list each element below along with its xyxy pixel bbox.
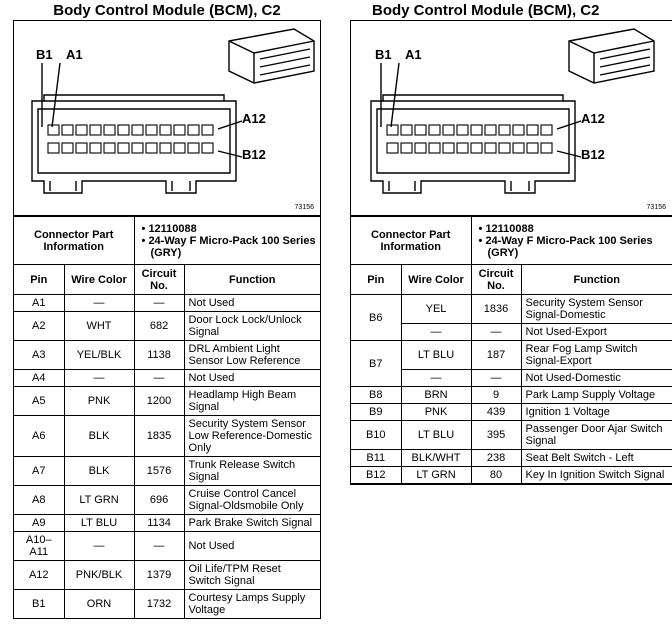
function-cell: Park Brake Switch Signal <box>184 515 320 532</box>
function-cell: Key In Ignition Switch Signal <box>521 467 672 484</box>
table-row <box>351 450 672 467</box>
connector-info-row <box>14 217 320 265</box>
pin-cell: A1 <box>14 295 64 312</box>
connector-box <box>13 20 321 619</box>
function-cell: Door Lock Lock/Unlock Signal <box>184 312 320 341</box>
col-pin-right: Pin <box>351 265 401 295</box>
pin-cell: A2 <box>14 312 64 341</box>
pin-cell: A10–A11 <box>14 532 64 561</box>
pin-cell: A12 <box>14 561 64 590</box>
circuit-cell: 395 <box>471 421 521 450</box>
col-pin: Pin <box>14 265 64 295</box>
circuit-cell: 80 <box>471 467 521 484</box>
col-wire-color: Wire Color <box>64 265 134 295</box>
table-row <box>351 421 672 450</box>
pin-cell: B6 <box>351 295 401 341</box>
function-cell: Security System Sensor Low Reference-Domestic Only <box>184 416 320 457</box>
connector-info-label-right: Connector Part Information <box>351 217 471 265</box>
function-cell: Ignition 1 Voltage <box>521 404 672 421</box>
wire-color-cell: LT BLU <box>401 421 471 450</box>
figure-number-right: 73156 <box>646 204 666 211</box>
circuit-cell: 1134 <box>134 515 184 532</box>
function-cell: Passenger Door Ajar Switch Signal <box>521 421 672 450</box>
wire-color-cell: LT GRN <box>401 467 471 484</box>
circuit-cell: 1200 <box>134 387 184 416</box>
function-cell: Park Lamp Supply Voltage <box>521 387 672 404</box>
wire-color-cell: BLK/WHT <box>401 450 471 467</box>
function-cell: Cruise Control Cancel Signal-Oldsmobile Only <box>184 486 320 515</box>
col-circuit-no-right: Circuit No. <box>471 265 521 295</box>
circuit-cell: 1379 <box>134 561 184 590</box>
function-cell: Headlamp High Beam Signal <box>184 387 320 416</box>
function-cell: Seat Belt Switch - Left <box>521 450 672 467</box>
pin-cell: A3 <box>14 341 64 370</box>
wire-color-cell: — <box>401 370 471 387</box>
circuit-cell: — <box>134 532 184 561</box>
circuit-cell: — <box>134 370 184 387</box>
wire-color-cell: PNK <box>401 404 471 421</box>
wire-color-cell: — <box>64 370 134 387</box>
function-cell: Oil Life/TPM Reset Switch Signal <box>184 561 320 590</box>
wire-color-cell: WHT <box>64 312 134 341</box>
circuit-cell: 1138 <box>134 341 184 370</box>
label-a12: A12 <box>242 111 266 126</box>
function-cell: DRL Ambient Light Sensor Low Reference <box>184 341 320 370</box>
header-row <box>14 265 320 295</box>
col-function-right: Function <box>521 265 672 295</box>
connector-info-list-right <box>471 217 672 265</box>
function-cell: Not Used <box>184 295 320 312</box>
table-row <box>14 590 320 619</box>
connector-part-number: • 12110088 <box>139 223 316 235</box>
circuit-cell: 1836 <box>471 295 521 324</box>
pin-cell: B8 <box>351 387 401 404</box>
table-row <box>14 532 320 561</box>
connector-diagram <box>14 21 320 216</box>
col-wire-color-right: Wire Color <box>401 265 471 295</box>
table-row <box>351 341 672 370</box>
pin-cell: B11 <box>351 450 401 467</box>
page-title: Body Control Module (BCM), C2 <box>53 2 281 19</box>
right-panel <box>350 0 672 522</box>
function-cell: Trunk Release Switch Signal <box>184 457 320 486</box>
wire-color-cell: YEL/BLK <box>64 341 134 370</box>
circuit-cell: — <box>134 295 184 312</box>
pin-cell: B10 <box>351 421 401 450</box>
circuit-cell: 187 <box>471 341 521 370</box>
table-row <box>14 561 320 590</box>
left-panel <box>13 0 321 630</box>
label-a12-right: A12 <box>581 111 605 126</box>
circuit-cell: 1732 <box>134 590 184 619</box>
table-row <box>14 416 320 457</box>
pin-cell: A6 <box>14 416 64 457</box>
table-row <box>351 404 672 421</box>
function-cell: Not Used <box>184 370 320 387</box>
function-cell: Not Used-Export <box>521 324 672 341</box>
table-row <box>351 387 672 404</box>
wire-color-cell: YEL <box>401 295 471 324</box>
table-row <box>14 457 320 486</box>
connector-part-number-right: • 12110088 <box>476 223 668 235</box>
pin-cell: A7 <box>14 457 64 486</box>
wire-color-cell: BRN <box>401 387 471 404</box>
circuit-cell: 238 <box>471 450 521 467</box>
table-row <box>14 370 320 387</box>
circuit-cell: — <box>471 324 521 341</box>
pin-cell: A9 <box>14 515 64 532</box>
label-a1-right: A1 <box>405 47 422 62</box>
pin-cell: A4 <box>14 370 64 387</box>
wire-color-cell: — <box>64 532 134 561</box>
connector-type-right: • 24-Way F Micro-Pack 100 Series (GRY) <box>476 235 668 259</box>
pin-cell: B1 <box>14 590 64 619</box>
circuit-cell: 439 <box>471 404 521 421</box>
wire-color-cell: — <box>401 324 471 341</box>
label-a1: A1 <box>66 47 83 62</box>
wire-color-cell: BLK <box>64 457 134 486</box>
function-cell: Security System Sensor Signal-Domestic <box>521 295 672 324</box>
left-rows <box>14 295 320 619</box>
table-row <box>14 312 320 341</box>
figure-number: 73156 <box>294 204 314 211</box>
wire-color-cell: — <box>64 295 134 312</box>
pin-cell: B7 <box>351 341 401 387</box>
circuit-cell: 1576 <box>134 457 184 486</box>
connector-box-right <box>350 20 672 485</box>
connector-info-row-right <box>351 217 672 265</box>
circuit-cell: — <box>471 370 521 387</box>
table-row <box>14 341 320 370</box>
circuit-cell: 1835 <box>134 416 184 457</box>
wire-color-cell: PNK/BLK <box>64 561 134 590</box>
page-title-right: Body Control Module (BCM), C2 <box>372 2 600 19</box>
pin-cell: B9 <box>351 404 401 421</box>
table-row <box>14 387 320 416</box>
function-cell: Not Used <box>184 532 320 561</box>
circuit-cell: 682 <box>134 312 184 341</box>
wire-color-cell: LT GRN <box>64 486 134 515</box>
pin-cell: A5 <box>14 387 64 416</box>
connector-diagram-right <box>351 21 672 216</box>
table-row <box>351 467 672 484</box>
table-row <box>14 295 320 312</box>
connector-face-drawing <box>14 21 320 216</box>
connector-face-drawing-right <box>351 21 671 216</box>
pin-cell: B12 <box>351 467 401 484</box>
connector-type: • 24-Way F Micro-Pack 100 Series (GRY) <box>139 235 316 259</box>
col-function: Function <box>184 265 320 295</box>
pinout-table-right <box>351 216 672 484</box>
col-circuit-no: Circuit No. <box>134 265 184 295</box>
pin-cell: A8 <box>14 486 64 515</box>
function-cell: Rear Fog Lamp Switch Signal-Export <box>521 341 672 370</box>
pinout-table-left <box>14 216 320 619</box>
header-row-right <box>351 265 672 295</box>
wire-color-cell: LT BLU <box>64 515 134 532</box>
label-b1-right: B1 <box>375 47 392 62</box>
connector-info-label: Connector Part Information <box>14 217 134 265</box>
wire-color-cell: BLK <box>64 416 134 457</box>
label-b12-right: B12 <box>581 147 605 162</box>
table-row <box>14 486 320 515</box>
circuit-cell: 9 <box>471 387 521 404</box>
function-cell: Courtesy Lamps Supply Voltage <box>184 590 320 619</box>
function-cell: Not Used-Domestic <box>521 370 672 387</box>
table-row <box>14 515 320 532</box>
wire-color-cell: ORN <box>64 590 134 619</box>
label-b1: B1 <box>36 47 53 62</box>
wire-color-cell: LT BLU <box>401 341 471 370</box>
label-b12: B12 <box>242 147 266 162</box>
connector-info-list <box>134 217 320 265</box>
right-rows <box>351 295 672 484</box>
wire-color-cell: PNK <box>64 387 134 416</box>
table-row <box>351 295 672 324</box>
circuit-cell: 696 <box>134 486 184 515</box>
